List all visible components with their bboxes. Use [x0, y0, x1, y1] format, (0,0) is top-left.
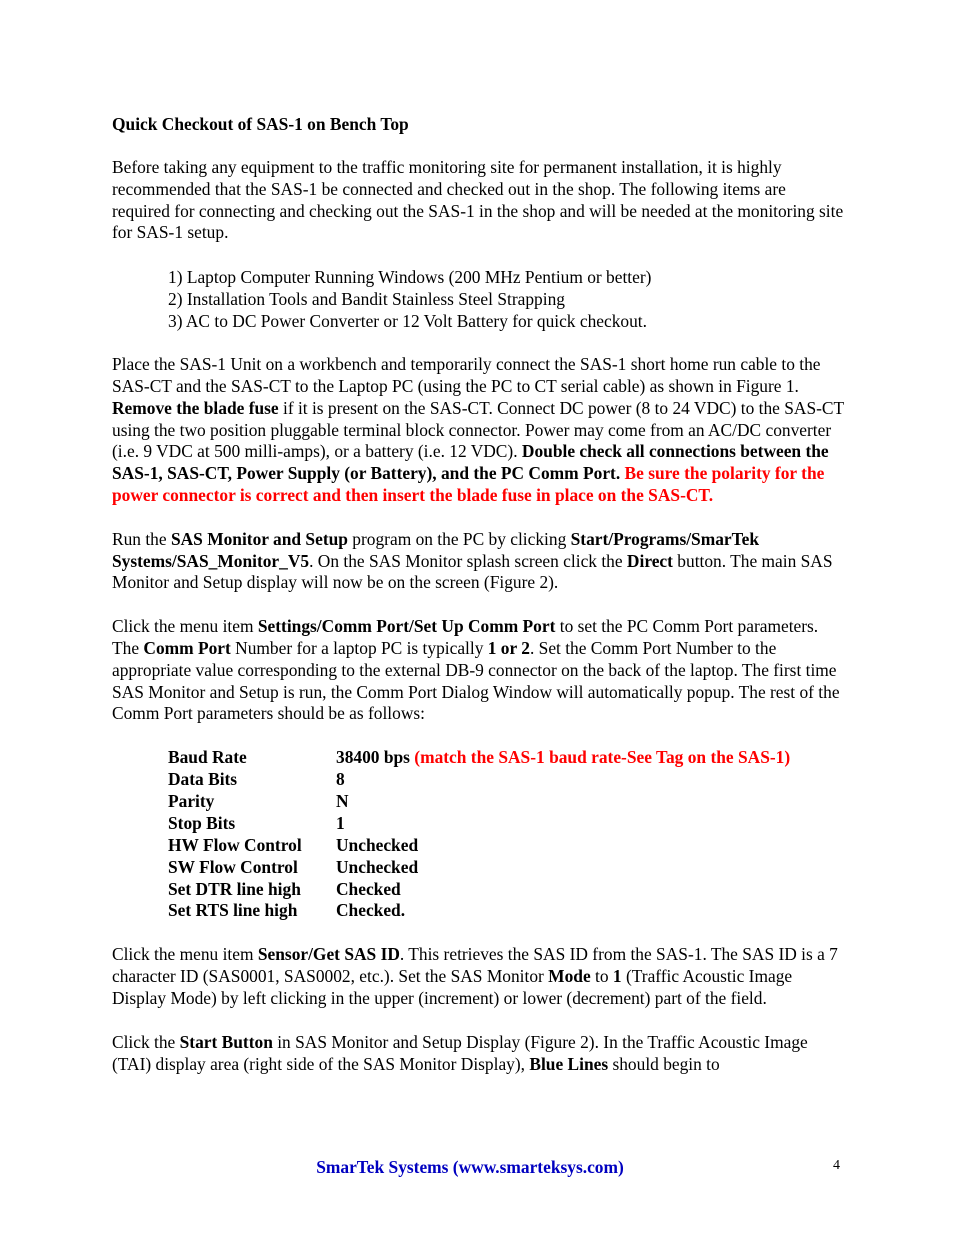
polarity-warning: Be sure the polarity for the power connector is correct and then insert the blade fuse in place on the SAS-CT.: [112, 463, 825, 505]
comm-port-parameters: [168, 747, 790, 922]
table-row: Baud Rate 38400 bps (match the SAS-1 baud rate-See Tag on the SAS-1): [168, 747, 791, 768]
table-row: Set DTR line high Checked: [168, 878, 401, 899]
setup-paragraph: Place the SAS-1 Unit on a workbench and temporarily connect the SAS-1 short home run cable to the SAS-CT and the SAS-CT to the Laptop PC (using the PC to CT serial cable) as shown in Figure 1. Remove the blade fuse if it is present on the SAS-CT. Connect DC power (8 to 24 VDC) to the SAS-CT using the two position pluggable terminal block connector. Power may come from an AC/DC converter (i.e. 9 VDC at 500 milli-amps), or a battery (i.e. 12 VDC). Double check all connections between the SAS-1, SAS-CT, Power Supply (or Battery), and the PC Comm Port. Be sure the polarity for the power connector is correct and then insert the blade fuse in place on the SAS-CT.: [112, 354, 844, 505]
document-body: [112, 113, 847, 1075]
list-item: 2) Installation Tools and Bandit Stainless Steel Strapping: [168, 289, 565, 310]
table-row: Data Bits 8: [168, 769, 345, 790]
table-row: Set RTS line high Checked.: [168, 900, 406, 921]
intro-paragraph: Before taking any equipment to the traffic monitoring site for permanent installation, it is highly recommended that the SAS-1 be connected and checked out in the shop. The following items are required for connecting and checking out the SAS-1 in the shop and will be needed at the monitoring site for SAS-1 setup.: [112, 157, 844, 243]
sas-id-paragraph: Click the menu item Sensor/Get SAS ID. This retrieves the SAS ID from the SAS-1. The SAS ID is a 7 character ID (SAS0001, SAS0002, etc.). Set the SAS Monitor Mode to 1 (Traffic Acoustic Image Display Mode) by left clicking in the upper (increment) or lower (decrement) part of the field.: [112, 944, 838, 1008]
list-item: 1) Laptop Computer Running Windows (200 MHz Pentium or better): [168, 267, 652, 288]
start-button-paragraph: Click the Start Button in SAS Monitor and Setup Display (Figure 2). In the Traffic Acoustic Image (TAI) display area (right side of the SAS Monitor Display), Blue Lines should begin to: [112, 1031, 808, 1074]
table-row: HW Flow Control Unchecked: [168, 834, 419, 855]
table-row: SW Flow Control Unchecked: [168, 856, 419, 877]
required-items-list: [112, 266, 847, 332]
baud-rate-note: (match the SAS-1 baud rate-See Tag on the SAS-1): [414, 747, 791, 768]
table-row: Parity N: [168, 790, 349, 811]
list-item: 3) AC to DC Power Converter or 12 Volt Battery for quick checkout.: [168, 311, 647, 332]
page-number: 4: [833, 1158, 840, 1173]
comm-port-paragraph: Click the menu item Settings/Comm Port/Set Up Comm Port to set the PC Comm Port parameters. The Comm Port Number for a laptop PC is typically 1 or 2. Set the Comm Port Number to the appropriate value corresponding to the external DB-9 connector on the back of the laptop. The first time SAS Monitor and Setup is run, the Comm Port Dialog Window will automatically popup. The rest of the Comm Port parameters should be as follows:: [112, 616, 840, 724]
page-footer: SmarTek Systems (www.smarteksys.com): [316, 1157, 624, 1177]
section-title: Quick Checkout of SAS-1 on Bench Top: [112, 114, 409, 134]
table-row: Stop Bits 1: [168, 812, 345, 833]
run-program-paragraph: Run the SAS Monitor and Setup program on the PC by clicking Start/Programs/SmarTek Systems/SAS_Monitor_V5. On the SAS Monitor splash screen click the Direct button. The main SAS Monitor and Setup display will now be on the screen (Figure 2).: [112, 528, 833, 593]
